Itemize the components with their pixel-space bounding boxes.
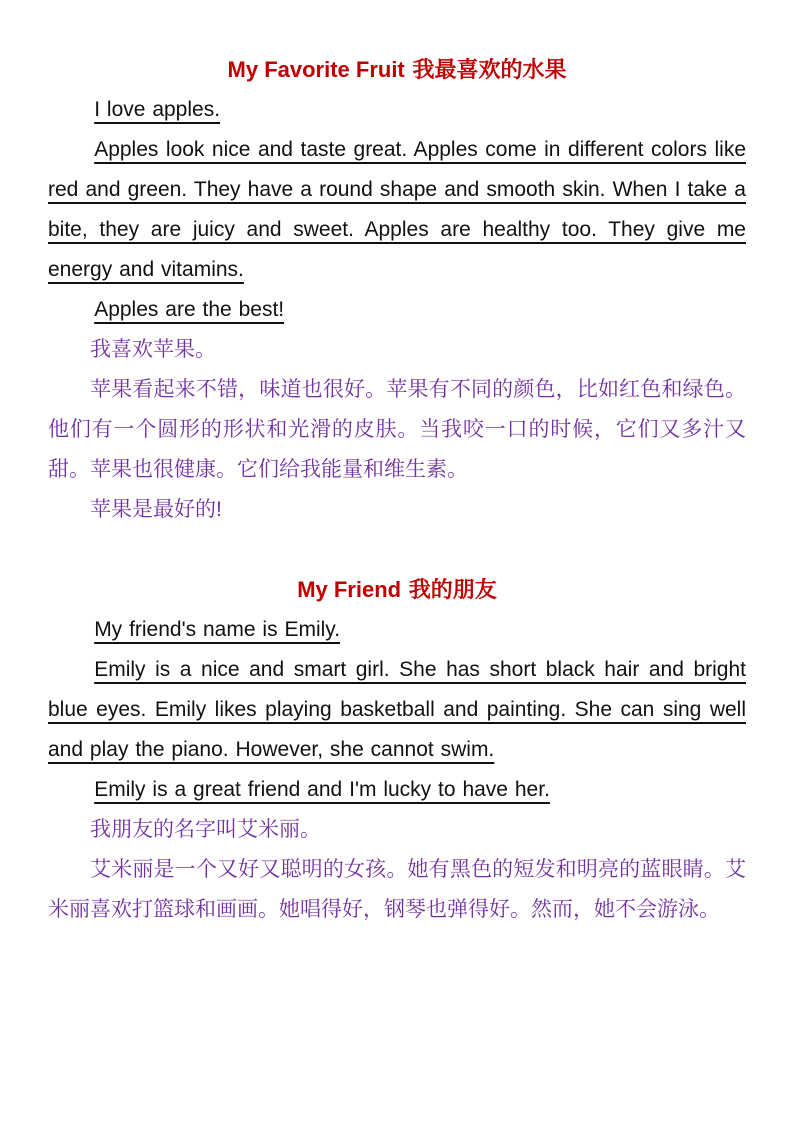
english-paragraph: Apples look nice and taste great. Apples come in different colors like red and green. They have a round shape and smooth skin. When I take a bite, they are juicy and sweet. Apples are healthy too. They give me energy and vitamins. (48, 138, 746, 281)
essay-title (48, 50, 746, 90)
chinese-paragraph: 艾米丽是一个又好又聪明的女孩。她有黑色的短发和明亮的蓝眼睛。艾米丽喜欢打篮球和画画。她唱得好，钢琴也弹得好。然而，她不会游泳。 (48, 858, 746, 921)
english-paragraph: Emily is a nice and smart girl. She has short black hair and bright blue eyes. Emily likes playing basketball and painting. She can sing well and play the piano. However, she cannot swim. (48, 658, 746, 761)
essay-title-chinese: 我最喜欢的水果 (412, 57, 567, 82)
essay-title-chinese: 我的朋友 (408, 577, 497, 602)
essay-title-english: My Favorite Fruit (227, 57, 405, 82)
essay-section-my-friend (48, 570, 746, 930)
essay-title (48, 570, 746, 610)
english-paragraph: Apples are the best! (94, 298, 285, 321)
chinese-paragraph: 我朋友的名字叫艾米丽。 (90, 818, 321, 841)
essay-title-english: My Friend (297, 577, 402, 602)
english-paragraph: Emily is a great friend and I'm lucky to have her. (94, 778, 550, 801)
english-paragraph: My friend's name is Emily. (94, 618, 341, 641)
chinese-paragraph: 苹果看起来不错，味道也很好。苹果有不同的颜色，比如红色和绿色。他们有一个圆形的形状和光滑的皮肤。当我咬一口的时候，它们又多汁又甜。苹果也很健康。它们给我能量和维生素。 (48, 378, 746, 481)
essay-section-favorite-fruit (48, 50, 746, 530)
chinese-paragraph: 我喜欢苹果。 (90, 338, 216, 361)
chinese-paragraph: 苹果是最好的! (90, 498, 222, 521)
english-paragraph: I love apples. (94, 98, 221, 121)
